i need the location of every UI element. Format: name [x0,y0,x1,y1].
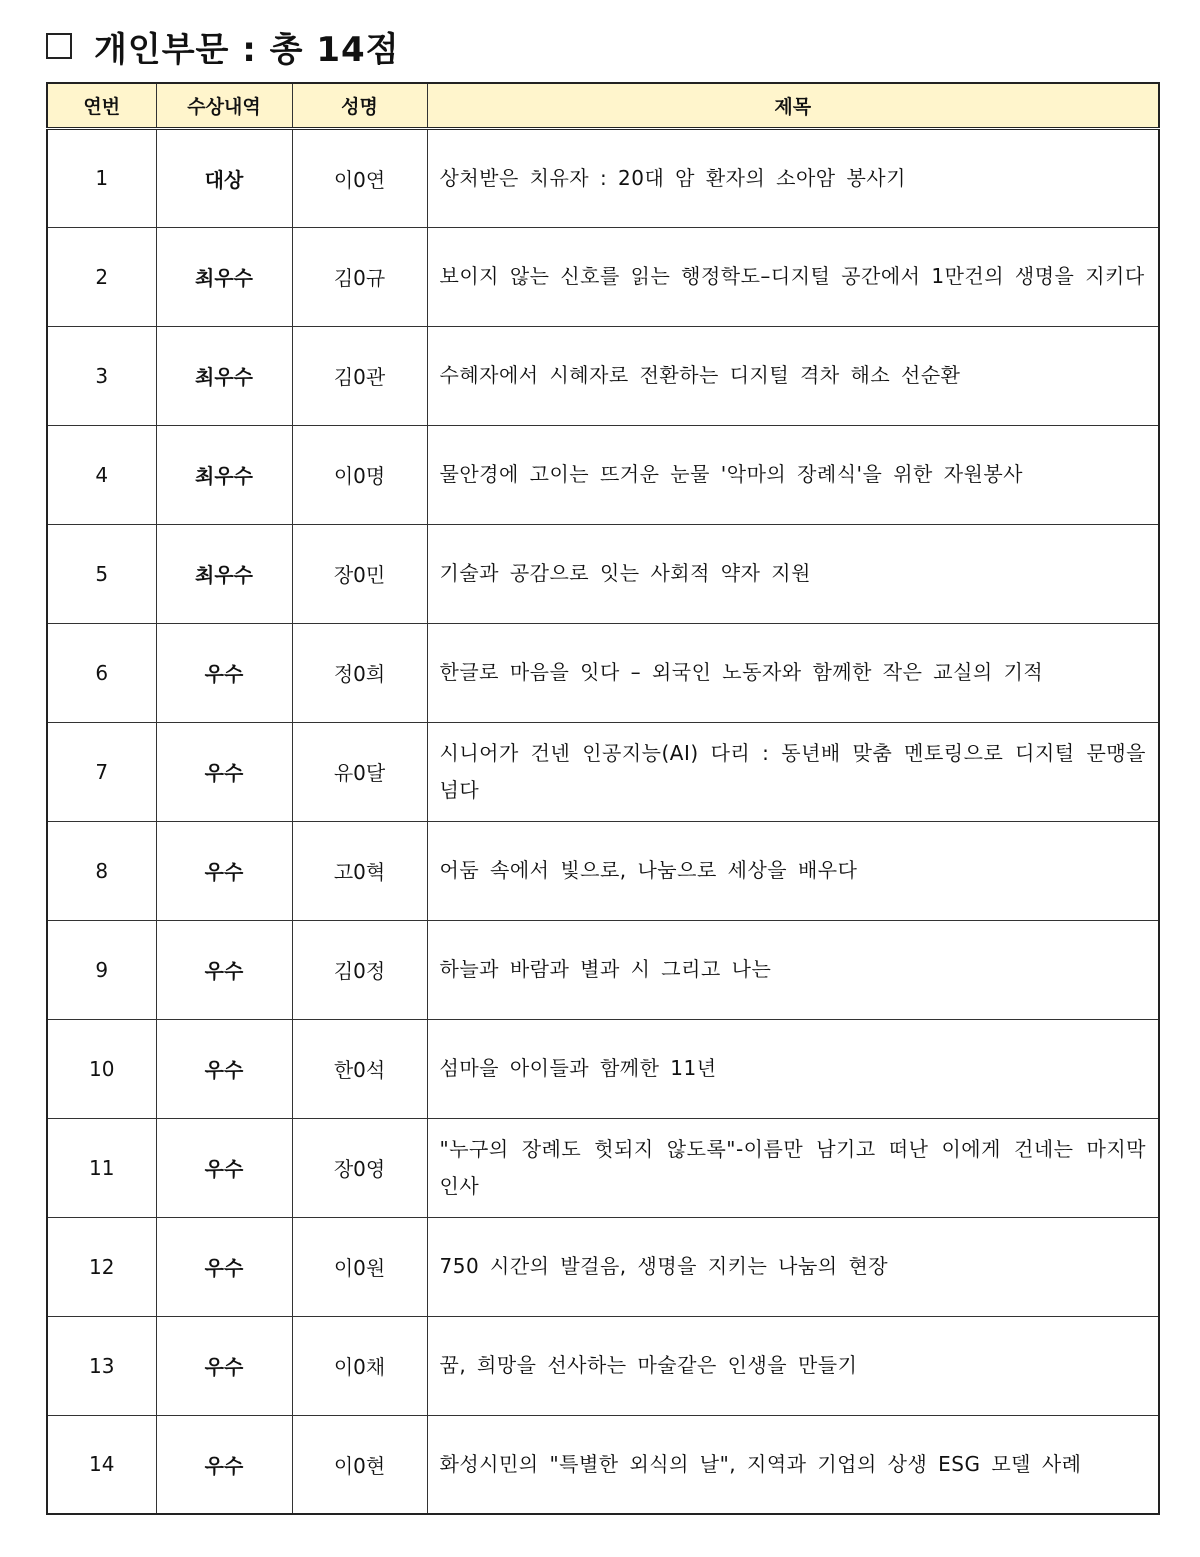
row-name: 이0현 [292,1415,427,1514]
row-number: 7 [47,722,156,821]
row-name: 한0석 [292,1019,427,1118]
row-name: 김0정 [292,920,427,1019]
row-title: 물안경에 고이는 뜨거운 눈물 '악마의 장례식'을 위한 자원봉사 [427,425,1159,524]
row-award: 우수 [156,920,292,1019]
row-award: 최우수 [156,227,292,326]
row-name: 이0연 [292,128,427,227]
row-name: 김0규 [292,227,427,326]
section-heading [46,22,400,70]
row-award: 우수 [156,722,292,821]
table-row [47,326,1159,425]
row-title: 수혜자에서 시혜자로 전환하는 디지털 격차 해소 선순환 [427,326,1159,425]
row-title: 꿈, 희망을 선사하는 마술같은 인생을 만들기 [427,1316,1159,1415]
row-title: 시니어가 건넨 인공지능(AI) 다리 : 동년배 맞춤 멘토링으로 디지털 문맹을 넘다 [427,722,1159,821]
header-row [47,83,1159,128]
table-row [47,1415,1159,1514]
row-number: 13 [47,1316,156,1415]
row-award: 대상 [156,128,292,227]
checkbox-square-icon [46,33,72,59]
row-title: 보이지 않는 신호를 읽는 행정학도–디지털 공간에서 1만건의 생명을 지키다 [427,227,1159,326]
row-title: 섬마을 아이들과 함께한 11년 [427,1019,1159,1118]
row-name: 유0달 [292,722,427,821]
header-award: 수상내역 [156,83,292,128]
row-number: 4 [47,425,156,524]
row-number: 11 [47,1118,156,1217]
row-award: 최우수 [156,425,292,524]
table-row [47,1118,1159,1217]
row-title: 기술과 공감으로 잇는 사회적 약자 지원 [427,524,1159,623]
table-row [47,722,1159,821]
table-row [47,128,1159,227]
section-title: 개인부문 : 총 14점 [94,29,400,70]
row-award: 우수 [156,821,292,920]
row-title: "누구의 장례도 헛되지 않도록"-이름만 남기고 떠난 이에게 건네는 마지막 인사 [427,1118,1159,1217]
row-number: 3 [47,326,156,425]
table-row [47,1217,1159,1316]
row-number: 8 [47,821,156,920]
row-award: 우수 [156,1118,292,1217]
row-name: 이0명 [292,425,427,524]
table-row [47,821,1159,920]
header-title: 제목 [427,83,1159,128]
table-header [47,83,1159,128]
row-name: 고0혁 [292,821,427,920]
row-award: 우수 [156,1316,292,1415]
row-award: 우수 [156,623,292,722]
table-row [47,1019,1159,1118]
row-title: 화성시민의 "특별한 외식의 날", 지역과 기업의 상생 ESG 모델 사례 [427,1415,1159,1514]
awards-table [46,82,1160,1515]
row-number: 10 [47,1019,156,1118]
row-title: 상처받은 치유자 : 20대 암 환자의 소아암 봉사기 [427,128,1159,227]
row-number: 2 [47,227,156,326]
table-row [47,425,1159,524]
row-title: 750 시간의 발걸음, 생명을 지키는 나눔의 현장 [427,1217,1159,1316]
row-number: 5 [47,524,156,623]
row-title: 한글로 마음을 잇다 – 외국인 노동자와 함께한 작은 교실의 기적 [427,623,1159,722]
row-title: 어둠 속에서 빛으로, 나눔으로 세상을 배우다 [427,821,1159,920]
row-award: 최우수 [156,524,292,623]
table-row [47,1316,1159,1415]
row-award: 최우수 [156,326,292,425]
table-body [47,128,1159,1514]
table-row [47,920,1159,1019]
header-name: 성명 [292,83,427,128]
row-award: 우수 [156,1415,292,1514]
row-award: 우수 [156,1217,292,1316]
row-name: 장0영 [292,1118,427,1217]
row-name: 정0희 [292,623,427,722]
row-number: 6 [47,623,156,722]
row-number: 9 [47,920,156,1019]
row-number: 14 [47,1415,156,1514]
header-no: 연번 [47,83,156,128]
row-title: 하늘과 바람과 별과 시 그리고 나는 [427,920,1159,1019]
table-row [47,524,1159,623]
row-number: 1 [47,128,156,227]
row-number: 12 [47,1217,156,1316]
row-name: 이0원 [292,1217,427,1316]
table-row [47,227,1159,326]
row-name: 김0관 [292,326,427,425]
row-name: 이0채 [292,1316,427,1415]
row-name: 장0민 [292,524,427,623]
table-row [47,623,1159,722]
row-award: 우수 [156,1019,292,1118]
